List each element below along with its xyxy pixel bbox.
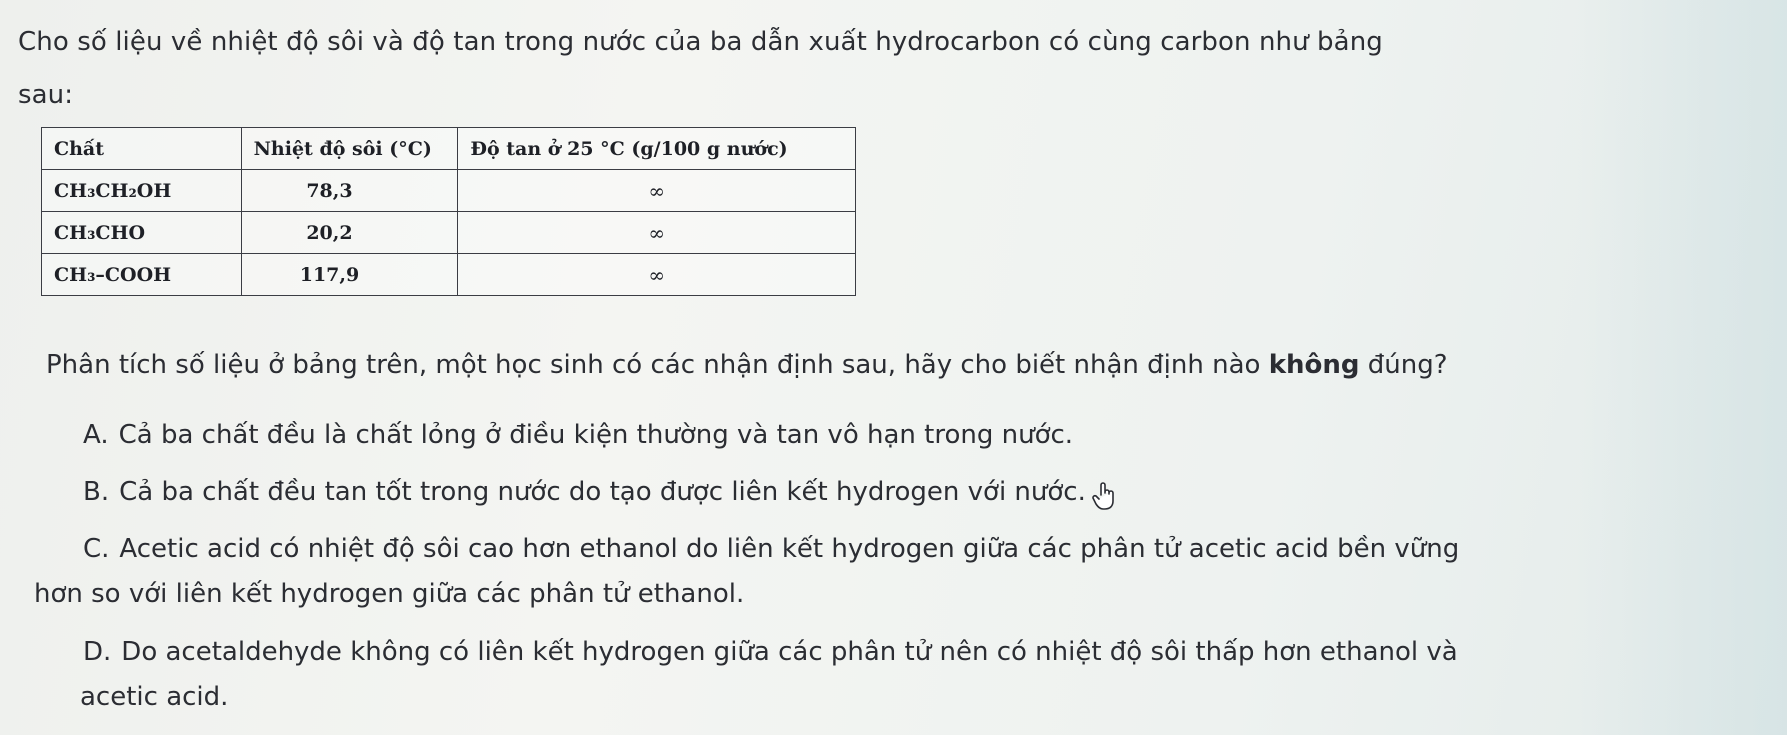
option-text: Do acetaldehyde không có liên kết hydrogen giữa các phân tử nên có nhiệt độ sôi thấp hơn ethanol và — [121, 637, 1458, 667]
table-header: Độ tan ở 25 °C (g/100 g nước) — [458, 128, 856, 170]
option-a[interactable] — [83, 410, 1073, 460]
option-text: Acetic acid có nhiệt độ sôi cao hơn ethanol do liên kết hydrogen giữa các phân tử acetic acid bền vững — [119, 534, 1460, 564]
option-b[interactable] — [83, 467, 1118, 517]
intro-line-1: Cho số liệu về nhiệt độ sôi và độ tan trong nước của ba dẫn xuất hydrocarbon có cùng carbon như bảng — [18, 27, 1383, 57]
option-c-continuation: hơn so với liên kết hydrogen giữa các phân tử ethanol. — [34, 579, 745, 609]
option-letter: D. — [83, 637, 112, 667]
compound-cell: CH₃CH₂OH — [42, 170, 242, 212]
data-table — [41, 127, 856, 296]
solubility-cell: ∞ — [458, 212, 856, 254]
solubility-cell: ∞ — [458, 170, 856, 212]
intro-text — [18, 16, 1578, 122]
boiling-point-cell: 20,2 — [241, 212, 458, 254]
question-text — [46, 350, 1448, 380]
option-text: Cả ba chất đều là chất lỏng ở điều kiện thường và tan vô hạn trong nước. — [118, 420, 1074, 450]
hand-pointer-icon — [1092, 478, 1118, 508]
question-emphasis: không — [1268, 350, 1360, 380]
option-letter: A. — [83, 420, 109, 450]
question-suffix: đúng? — [1367, 350, 1448, 380]
table-row — [42, 254, 856, 296]
table-header: Chất — [42, 128, 242, 170]
table-header: Nhiệt độ sôi (°C) — [241, 128, 458, 170]
intro-line-2: sau: — [18, 80, 74, 110]
question-prefix: Phân tích số liệu ở bảng trên, một học sinh có các nhận định sau, hãy cho biết nhận định nào — [46, 350, 1261, 380]
compound-cell: CH₃CHO — [42, 212, 242, 254]
option-d-continuation: acetic acid. — [80, 682, 229, 712]
screen-edge — [1577, 0, 1787, 735]
option-letter: B. — [83, 477, 110, 507]
boiling-point-cell: 78,3 — [241, 170, 458, 212]
option-letter: C. — [83, 534, 110, 564]
table-row — [42, 212, 856, 254]
table-row — [42, 170, 856, 212]
option-d[interactable] — [83, 627, 1458, 677]
table-header-row — [42, 128, 856, 170]
option-c[interactable] — [83, 524, 1459, 574]
boiling-point-cell: 117,9 — [241, 254, 458, 296]
compound-cell: CH₃–COOH — [42, 254, 242, 296]
solubility-cell: ∞ — [458, 254, 856, 296]
option-text: Cả ba chất đều tan tốt trong nước do tạo được liên kết hydrogen với nước. — [119, 477, 1086, 507]
